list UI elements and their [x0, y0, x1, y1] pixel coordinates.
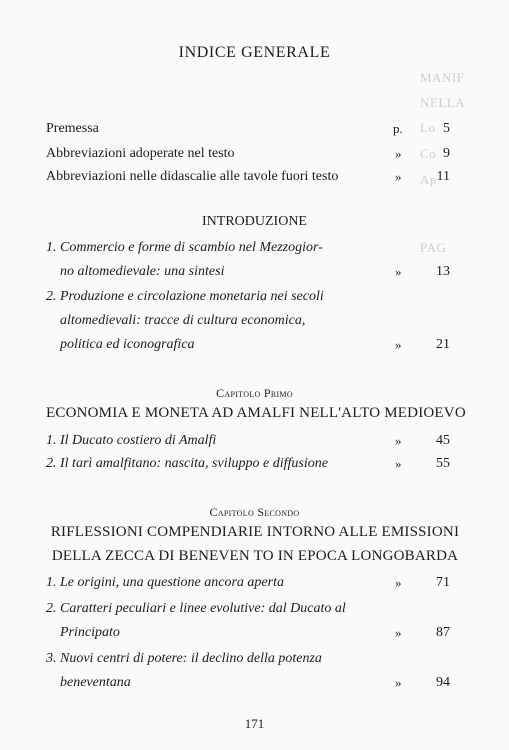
section-heading-introduzione: INTRODUZIONE [202, 214, 307, 229]
toc-entry-line: 2. Produzione e circolazione monetaria nei secoli [46, 289, 324, 304]
chapter-label: Capitolo Primo [216, 386, 293, 400]
page-number: 171 [244, 716, 265, 731]
toc-entry-line: 3. Nuovi centri di potere: il declino della potenza [46, 651, 322, 666]
toc-page-number: 45 [436, 433, 450, 448]
toc-page-marker: » [395, 264, 402, 279]
toc-entry-abbreviazioni-didascalie: Abbreviazioni nelle didascalie alle tavole fuori testo [46, 169, 339, 184]
toc-page-marker: » [395, 575, 402, 590]
toc-page-marker: p. [393, 121, 403, 136]
toc-entry-premessa: Premessa [46, 121, 99, 136]
toc-page-marker: » [395, 337, 402, 352]
toc-page-marker: » [395, 675, 402, 690]
toc-entry-line: 1. Il Ducato costiero di Amalfi [46, 433, 217, 448]
toc-entry-line: no altomedievale: una sintesi [60, 264, 225, 279]
toc-page-number: 5 [443, 121, 450, 136]
toc-entry-line: altomedievali: tracce di cultura economica, [60, 313, 306, 328]
chapter-title: RIFLESSIONI COMPENDIARIE INTORNO ALLE EMISSIONI [50, 524, 460, 540]
toc-page-marker: » [395, 625, 402, 640]
toc-page-marker: » [395, 146, 402, 161]
toc-entry-line: 1. Le origini, una questione ancora aperta [46, 575, 284, 590]
toc-page-number: 13 [436, 264, 450, 279]
toc-entry-line: 2. Caratteri peculiari e linee evolutive: dal Ducato al [46, 601, 346, 616]
toc-page-number: 55 [436, 456, 450, 471]
toc-entry-line: 2. Il tarì amalfitano: nascita, sviluppo e diffusione [46, 456, 328, 471]
chapter-title: DELLA ZECCA DI BENEVEN TO IN EPOCA LONGOBARDA [51, 548, 459, 564]
toc-page-number: 71 [436, 575, 450, 590]
toc-page-number: 87 [436, 625, 450, 640]
page-title: INDICE GENERALE [178, 44, 331, 61]
toc-entry-line: beneventana [60, 675, 131, 690]
toc-page-marker: » [395, 433, 402, 448]
toc-page-number: 21 [436, 337, 450, 352]
toc-entry-line: Principato [60, 625, 120, 640]
toc-page-marker: » [395, 169, 402, 184]
toc-entry-line: politica ed iconografica [60, 337, 195, 352]
toc-page-number: 94 [436, 675, 450, 690]
chapter-title: ECONOMIA E MONETA AD AMALFI NELL'ALTO MEDIOEVO [46, 405, 466, 421]
toc-entry-abbreviazioni-testo: Abbreviazioni adoperate nel testo [46, 146, 235, 161]
chapter-label: Capitolo Secondo [209, 505, 300, 519]
toc-page-number: 9 [443, 146, 450, 161]
toc-page-marker: » [395, 456, 402, 471]
toc-page-number: 11 [436, 169, 450, 184]
toc-entry-line: 1. Commercio e forme di scambio nel Mezzogior- [46, 240, 323, 255]
